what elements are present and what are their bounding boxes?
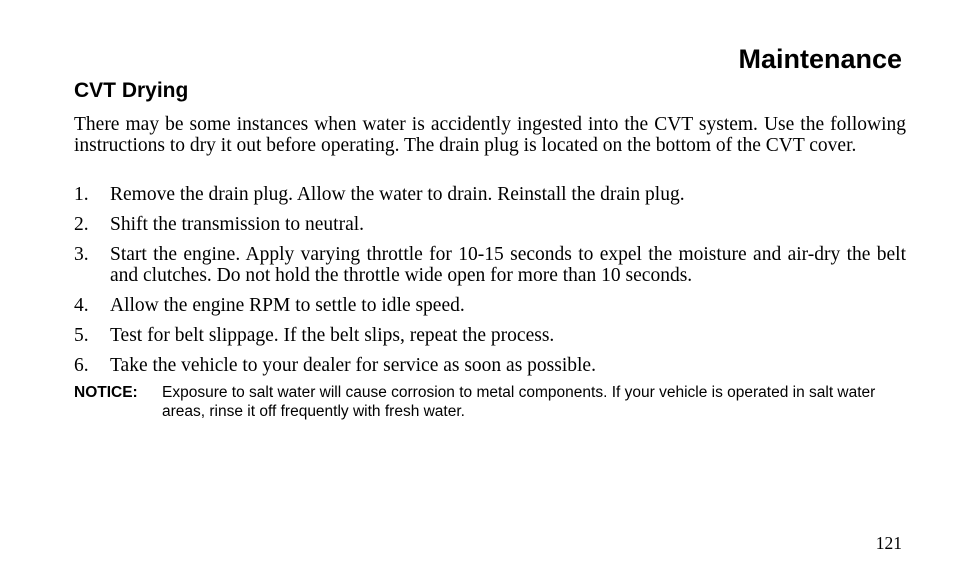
list-item bbox=[74, 295, 906, 316]
steps-list bbox=[74, 184, 906, 385]
step-text: Start the engine. Apply varying throttle for 10-15 seconds to expel the moisture and air-dry the belt and clutches. Do not hold the throttle wide open for more than 10 seconds. bbox=[110, 244, 906, 286]
step-number: 5. bbox=[74, 325, 89, 346]
step-text: Take the vehicle to your dealer for service as soon as possible. bbox=[110, 355, 596, 376]
list-item bbox=[74, 184, 906, 205]
step-number: 4. bbox=[74, 295, 89, 316]
notice-block bbox=[74, 383, 900, 421]
step-number: 6. bbox=[74, 355, 89, 376]
list-item bbox=[74, 244, 906, 286]
list-item bbox=[74, 355, 906, 376]
page-header-title: Maintenance bbox=[738, 44, 902, 74]
page-number: 121 bbox=[875, 533, 902, 553]
intro-paragraph: There may be some instances when water is accidently ingested into the CVT system. Use the following instructions to dry it out before operating. The drain plug is located on the bottom of the CVT cover. bbox=[74, 114, 906, 156]
step-text: Allow the engine RPM to settle to idle speed. bbox=[110, 295, 465, 316]
step-text: Test for belt slippage. If the belt slips, repeat the process. bbox=[110, 325, 555, 346]
notice-text: Exposure to salt water will cause corrosion to metal components. If your vehicle is operated in salt water areas, rinse it off frequently with fresh water. bbox=[162, 384, 876, 420]
step-number: 2. bbox=[74, 214, 89, 235]
list-item bbox=[74, 214, 906, 235]
notice-label: NOTICE: bbox=[74, 384, 138, 401]
step-text: Remove the drain plug. Allow the water to drain. Reinstall the drain plug. bbox=[110, 184, 685, 205]
section-title: CVT Drying bbox=[74, 79, 189, 102]
step-number: 3. bbox=[74, 244, 89, 265]
step-text: Shift the transmission to neutral. bbox=[110, 214, 365, 235]
step-number: 1. bbox=[74, 184, 89, 205]
list-item bbox=[74, 325, 906, 346]
